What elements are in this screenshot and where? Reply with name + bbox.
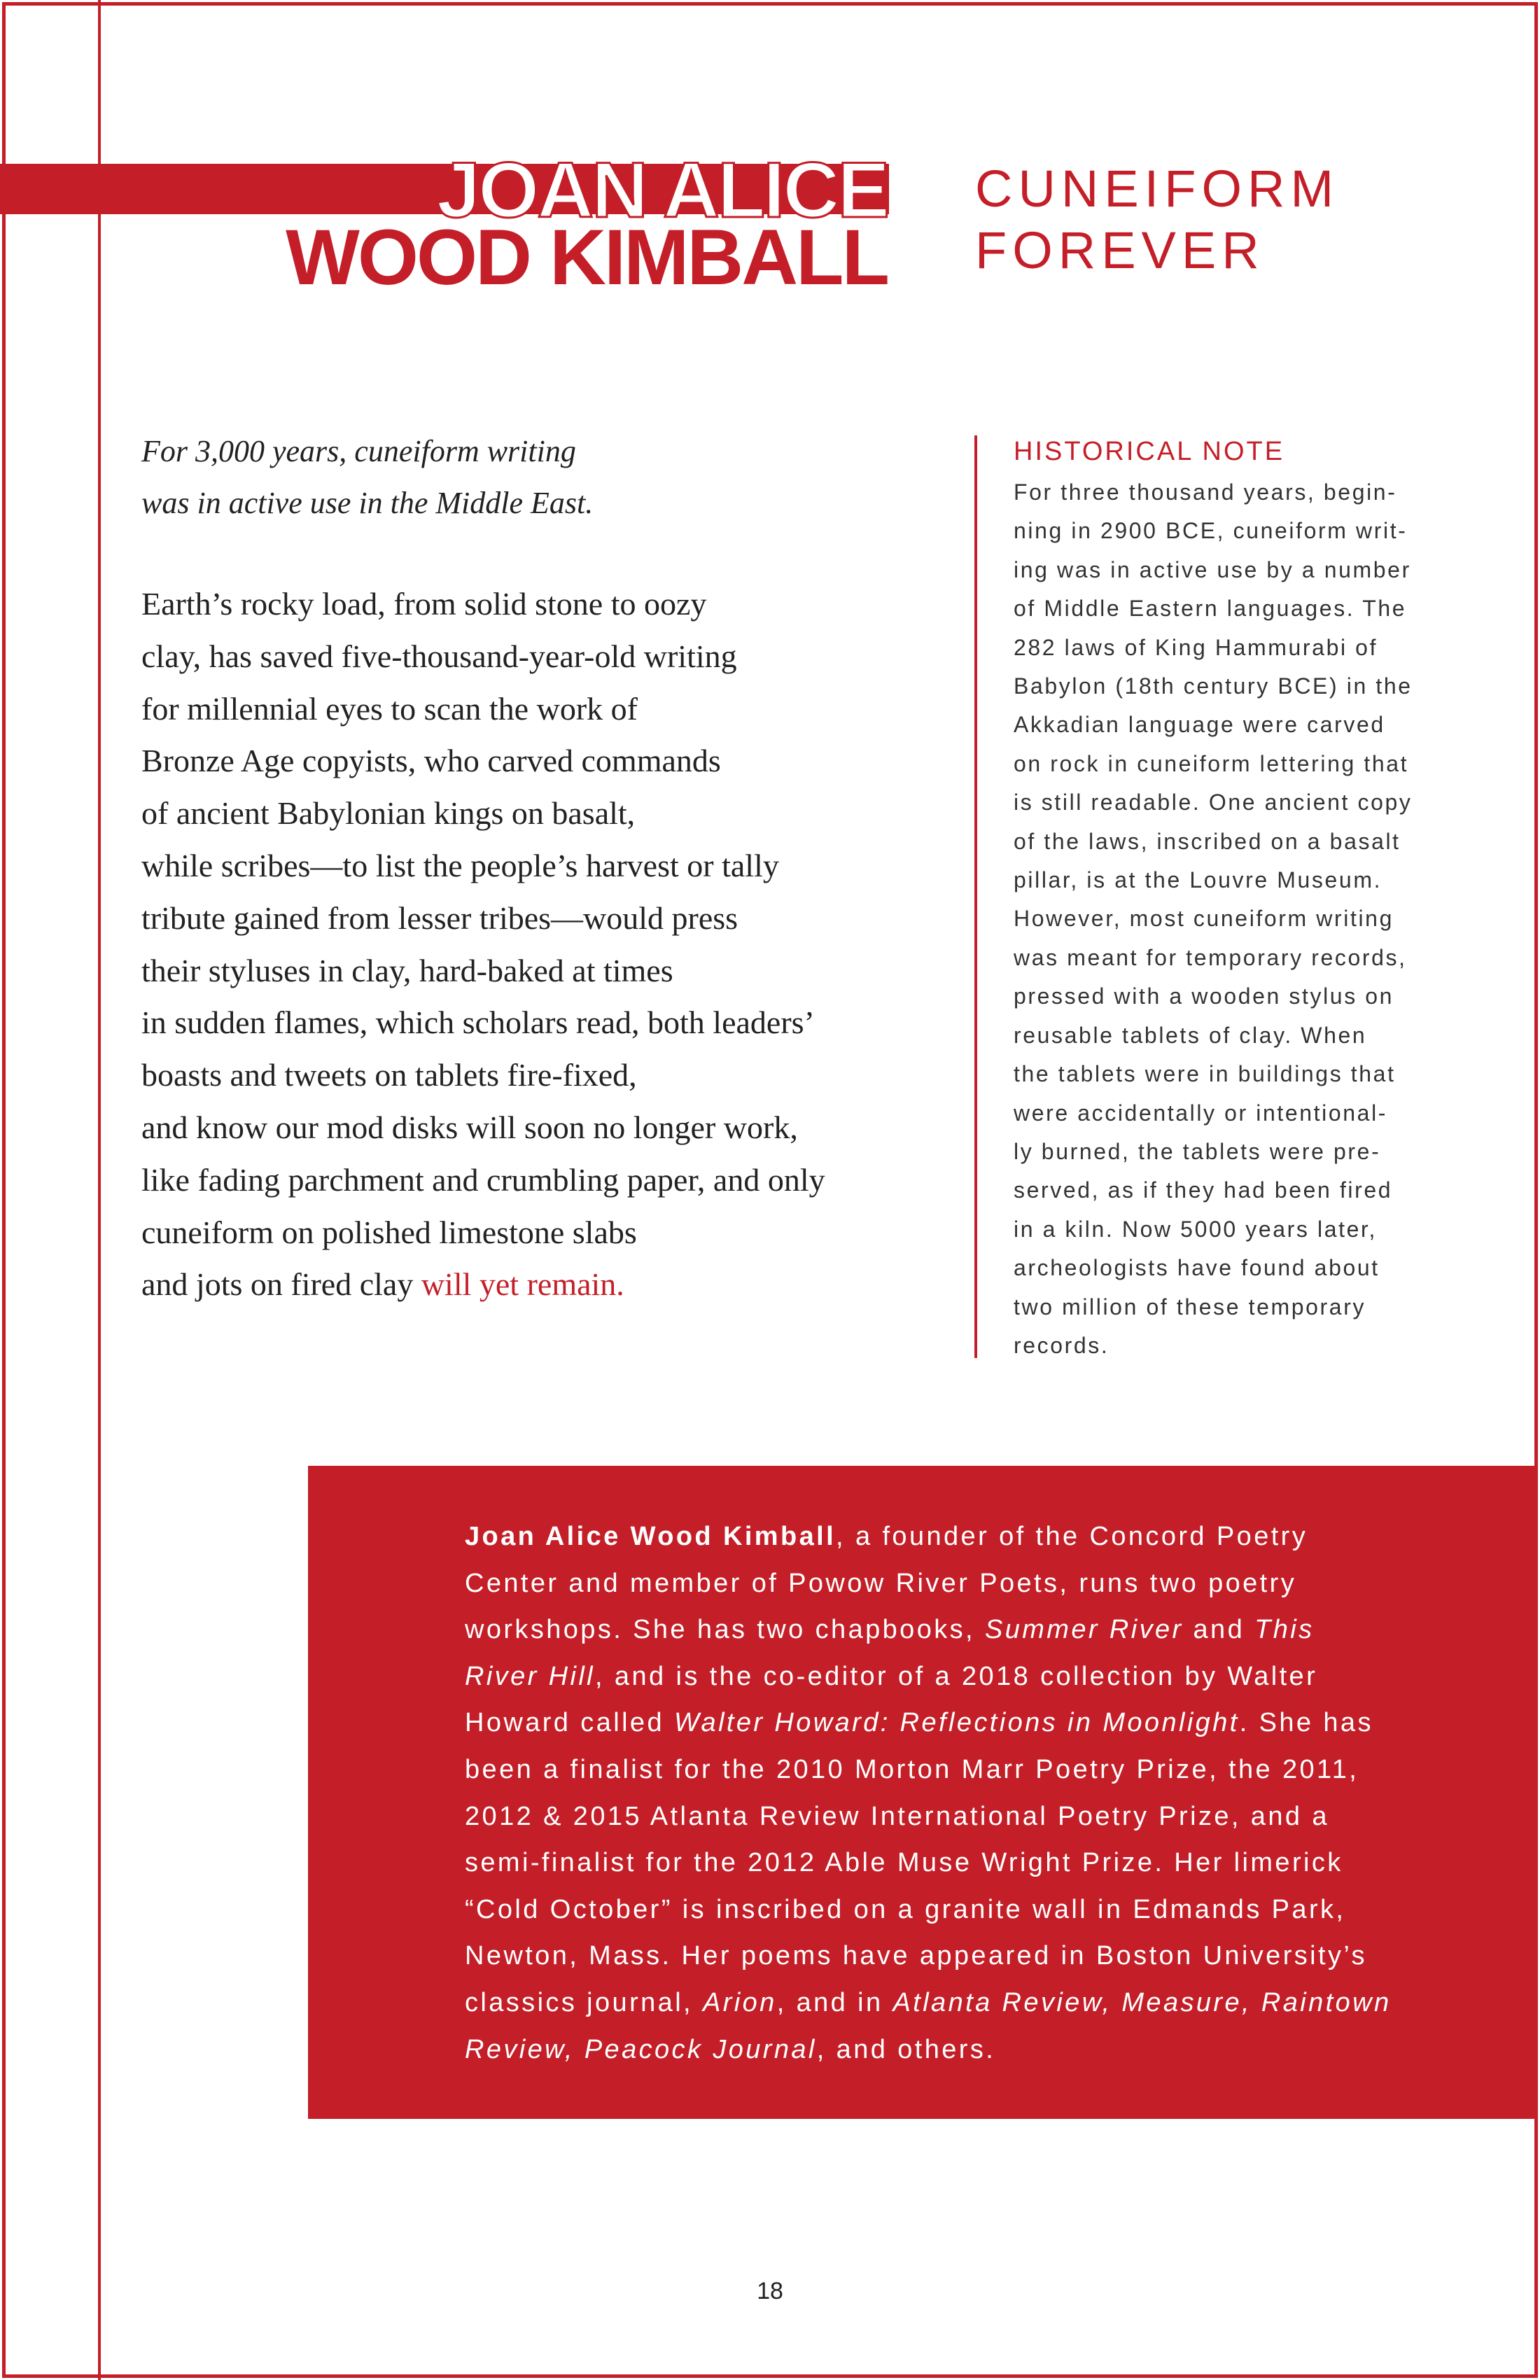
- note-divider: [974, 435, 977, 1358]
- poem-body: [141, 578, 960, 1311]
- note-line: ning in 2900 BCE, cuneiform writ-: [1014, 518, 1408, 544]
- poem-line: Earth’s rocky load, from solid stone to oozy: [141, 586, 707, 622]
- bio-line: [465, 1700, 1473, 1746]
- epigraph: [141, 426, 911, 529]
- bio-journal-title: Atlanta Review, Measure, Raintown: [892, 1987, 1392, 2017]
- bio-journal-title: Review, Peacock Journal: [465, 2034, 817, 2064]
- bio-text: workshops. She has two chapbooks,: [465, 1615, 985, 1645]
- note-line: pillar, is at the Louvre Museum.: [1014, 867, 1382, 893]
- bio-line: [465, 1653, 1473, 1700]
- poem-line: cuneiform on polished limestone slabs: [141, 1214, 637, 1250]
- margin-rule: [98, 0, 101, 2380]
- poem-last-line-start: and jots on fired clay: [141, 1266, 421, 1303]
- bio-line: 2012 & 2015 Atlanta Review International Poetry Prize, and a: [465, 1801, 1329, 1831]
- page-number: 18: [757, 2278, 783, 2304]
- bio-text: , a founder of the Concord Poetry: [836, 1522, 1308, 1551]
- note-line: two million of these temporary: [1014, 1294, 1366, 1320]
- note-line: was meant for temporary records,: [1014, 944, 1407, 970]
- note-line: the tablets were in buildings that: [1014, 1061, 1396, 1087]
- poem-line: for millennial eyes to scan the work of: [141, 690, 638, 727]
- note-line: served, as if they had been fired: [1014, 1177, 1393, 1203]
- bio-book-title: River Hill: [465, 1661, 595, 1691]
- author-bio: [465, 1513, 1473, 2073]
- note-line: is still readable. One ancient copy: [1014, 790, 1413, 816]
- bio-book-title: Summer River: [984, 1615, 1184, 1645]
- note-line: of the laws, inscribed on a basalt: [1014, 828, 1401, 854]
- note-line: of Middle Eastern languages. The: [1014, 596, 1407, 622]
- poem-last-line: [141, 1259, 960, 1311]
- bio-line: [465, 1980, 1473, 2026]
- poem-line: in sudden flames, which scholars read, both leaders’: [141, 1004, 815, 1041]
- note-line: in a kiln. Now 5000 years later,: [1014, 1216, 1377, 1242]
- poem-title-line-1: CUNEIFORM: [975, 160, 1340, 218]
- note-line: were accidentally or intentional-: [1014, 1100, 1388, 1126]
- note-line: reusable tablets of clay. When: [1014, 1022, 1367, 1048]
- bio-text: , and others.: [816, 2034, 996, 2064]
- bio-line: been a finalist for the 2010 Morton Marr Poetry Prize, the 2011,: [465, 1754, 1359, 1784]
- note-line: ly burned, the tablets were pre-: [1014, 1138, 1381, 1164]
- note-line: on rock in cuneiform lettering that: [1014, 750, 1409, 776]
- bio-book-title: Walter Howard: Reflections in Moonlight: [673, 1708, 1240, 1738]
- bio-line: [465, 2026, 1473, 2073]
- epigraph-line: For 3,000 years, cuneiform writing: [141, 434, 576, 468]
- historical-note-heading: HISTORICAL NOTE: [1014, 437, 1285, 466]
- bio-author-name: Joan Alice Wood Kimball: [465, 1522, 836, 1551]
- bio-line: “Cold October” is inscribed on a granite wall in Edmands Park,: [465, 1894, 1346, 1924]
- poem-line: clay, has saved five-thousand-year-old writing: [141, 638, 737, 674]
- note-line: For three thousand years, begin-: [1014, 479, 1397, 505]
- bio-line: Newton, Mass. Her poems have appeared in Boston University’s: [465, 1941, 1367, 1971]
- bio-text: and: [1183, 1615, 1255, 1645]
- epigraph-line: was in active use in the Middle East.: [141, 486, 594, 520]
- poem-line: Bronze Age copyists, who carved commands: [141, 743, 721, 779]
- bio-journal-title: Arion: [702, 1987, 777, 2017]
- poem-line: and know our mod disks will soon no longer work,: [141, 1109, 798, 1145]
- poem-line: tribute gained from lesser tribes—would press: [141, 899, 738, 936]
- note-line: records.: [1014, 1332, 1110, 1358]
- note-line: pressed with a wooden stylus on: [1014, 983, 1394, 1009]
- note-line: Akkadian language were carved: [1014, 712, 1385, 738]
- bio-line: Center and member of Powow River Poets, runs two poetry: [465, 1568, 1297, 1598]
- poem-line: of ancient Babylonian kings on basalt,: [141, 795, 636, 832]
- note-line: However, most cuneiform writing: [1014, 906, 1394, 932]
- bio-text: . She has: [1239, 1708, 1373, 1738]
- poem-line: while scribes—to list the people’s harvest or tally: [141, 847, 779, 883]
- author-name-line-2: WOOD KIMBALL: [286, 214, 888, 301]
- poem-title-line-2: FOREVER: [975, 221, 1265, 279]
- bio-line: semi-finalist for the 2012 Able Muse Wright Prize. Her limerick: [465, 1848, 1343, 1878]
- bio-line: [465, 1513, 1473, 1560]
- note-line: 282 laws of King Hammurabi of: [1014, 634, 1378, 660]
- bio-line: [465, 1606, 1473, 1653]
- poem-line: like fading parchment and crumbling paper, and only: [141, 1161, 825, 1198]
- poem-line: their styluses in clay, hard-baked at times: [141, 952, 673, 988]
- bio-text: classics journal,: [465, 1987, 703, 2017]
- note-line: archeologists have found about: [1014, 1255, 1380, 1281]
- author-name: [286, 146, 888, 301]
- poem-title: [975, 158, 1339, 281]
- author-name-line-1: JOAN ALICE: [436, 146, 888, 234]
- bio-text: , and is the co-editor of a 2018 collection by Walter: [595, 1661, 1318, 1691]
- note-line: ing was in active use by a number: [1014, 556, 1411, 582]
- poem-last-line-accent: will yet remain.: [421, 1266, 624, 1303]
- note-line: Babylon (18th century BCE) in the: [1014, 673, 1413, 699]
- bio-book-title: This: [1254, 1615, 1315, 1645]
- poem-line: boasts and tweets on tablets fire-fixed,: [141, 1057, 637, 1093]
- bio-text: Howard called: [465, 1708, 674, 1738]
- bio-text: , and in: [776, 1987, 893, 2017]
- historical-note-body: [1014, 473, 1490, 1365]
